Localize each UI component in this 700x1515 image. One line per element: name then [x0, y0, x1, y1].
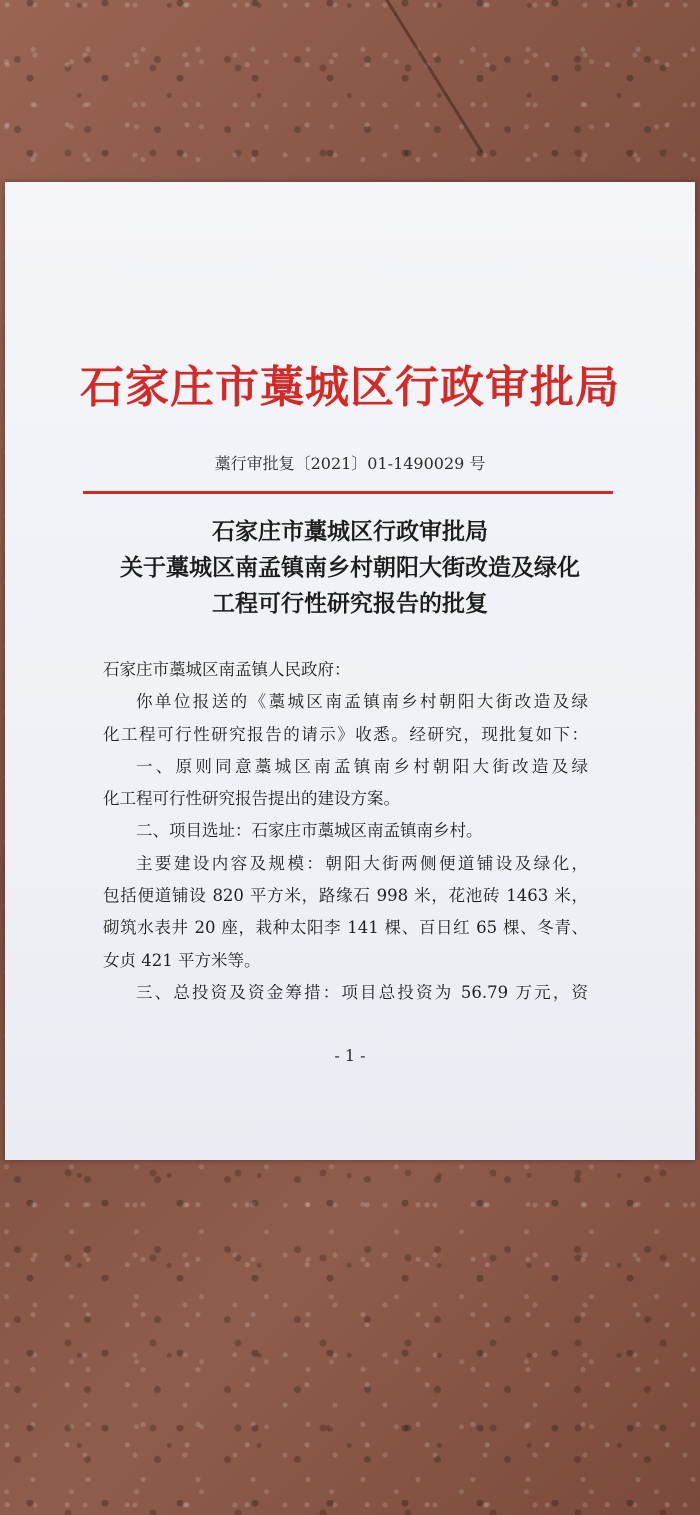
body-line: 女贞 421 平方米等。: [103, 950, 261, 970]
body-line: 三、总投资及资金筹措：项目总投资为 56.79 万元，资: [136, 982, 588, 1002]
document-title: [0, 514, 700, 622]
red-divider-line: [83, 491, 613, 494]
addressee: 石家庄市藁城区南孟镇人民政府：: [103, 660, 351, 679]
title-line-1: 石家庄市藁城区行政审批局: [212, 519, 488, 545]
document-number: 藁行审批复〔2021〕01-1490029 号: [214, 454, 486, 473]
body-line: 你单位报送的《藁城区南孟镇南乡村朝阳大街改造及绿: [136, 692, 588, 712]
page-number: - 1 -: [334, 1046, 366, 1065]
body-line: 一、原则同意藁城区南孟镇南乡村朝阳大街改造及绿: [136, 756, 588, 776]
body-line: 化工程可行性研究报告的请示》收悉。经研究，现批复如下：: [103, 724, 588, 744]
document-body: [103, 654, 588, 1009]
body-line: 砌筑水表井 20 座，栽种太阳李 141 棵、百日红 65 棵、冬青、: [103, 918, 588, 938]
body-line: 主要建设内容及规模：朝阳大街两侧便道铺设及绿化，: [136, 853, 588, 873]
issuing-authority-header: 石家庄市藁城区行政审批局: [80, 362, 620, 413]
floor-tile-seam: [385, 0, 483, 153]
body-line: 包括便道铺设 820 平方米，路缘石 998 米，花池砖 1463 米，: [103, 886, 588, 906]
title-line-3: 工程可行性研究报告的批复: [212, 591, 488, 617]
body-line: 二、项目选址：石家庄市藁城区南孟镇南乡村。: [136, 821, 483, 841]
body-line: 化工程可行性研究报告提出的建设方案。: [103, 789, 400, 809]
title-line-2: 关于藁城区南孟镇南乡村朝阳大街改造及绿化: [120, 555, 580, 581]
